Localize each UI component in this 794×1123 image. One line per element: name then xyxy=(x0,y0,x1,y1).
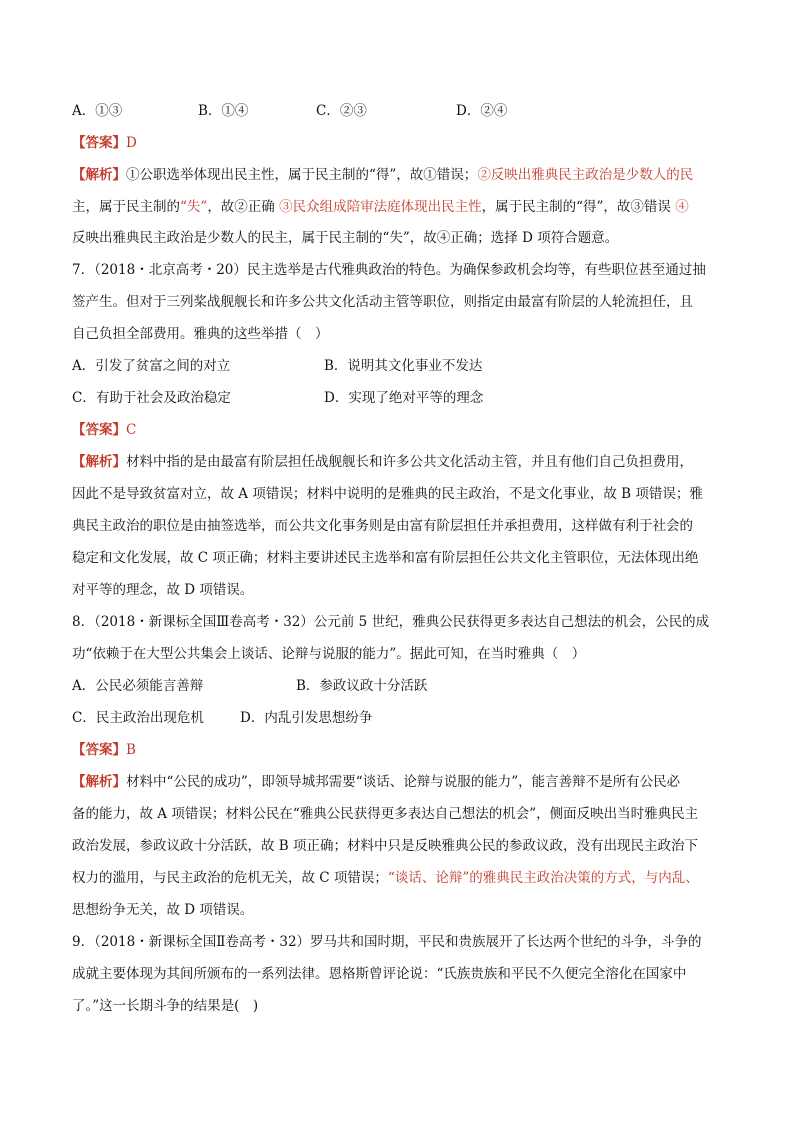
q6-answer xyxy=(72,133,137,153)
q8-option-d: D．内乱引发思想纷争 xyxy=(240,710,373,726)
q8-answer xyxy=(72,740,136,760)
analysis-label: 【解析】 xyxy=(72,167,126,183)
analysis-text: ①公职选举体现出民主性，属于民主制的“得”，故①错误； xyxy=(126,167,478,183)
q6-option-b: B．①④ xyxy=(198,103,249,119)
analysis-highlight: “谈话、论辩”的雅典民主政治决策的方式，与内乱、 xyxy=(387,870,699,886)
analysis-highlight: “失” xyxy=(180,199,208,215)
q7-analysis-line-1 xyxy=(72,452,693,472)
q6-analysis-line-3: 反映出雅典民主政治是少数人的民主，属于民主制的“失”，故④正确；选择 D 项符合题意。 xyxy=(72,230,619,246)
q7-stem-line-3: 自己负担全部费用。雅典的这些举措（ ） xyxy=(72,326,329,342)
q7-analysis-line-5: 对平等的理念，故 D 项错误。 xyxy=(72,582,254,598)
analysis-text: ，属于民主制的“得”，故③错误 xyxy=(481,199,671,215)
answer-value: D xyxy=(126,135,137,151)
q6-option-a: A．①③ xyxy=(72,103,123,119)
q8-analysis-line-2: 备的能力，故 A 项错误；材料公民在“雅典公民获得更多表达自己想法的机会”，侧面反映出当时雅典民主 xyxy=(72,806,699,822)
q6-option-d: D．②④ xyxy=(456,103,508,119)
q9-stem-line-1: 9．（2018・新课标全国Ⅱ卷高考・32）罗马共和国时期，平民和贵族展开了长达两个世纪的斗争，斗争的 xyxy=(72,934,702,950)
q7-analysis-line-4: 稳定和文化发展，故 C 项正确；材料主要讲述民主选举和富有阶层担任公共文化主管职位，无法体现出绝 xyxy=(72,550,699,566)
analysis-text: 主，属于民主制的 xyxy=(72,199,180,215)
answer-value: C xyxy=(126,422,137,438)
q7-stem-line-2: 签产生。但对于三列桨战舰舰长和许多公共文化活动主管等职位，则指定由最富有阶层的人轮流担任，且 xyxy=(72,294,693,310)
analysis-text: 权力的滥用，与民主政治的危机无关，故 C 项错误； xyxy=(72,870,388,886)
analysis-text: 材料中“公民的成功”，即领导城邦需要“谈话、论辩与说服的能力”，能言善辩不是所有公民必 xyxy=(126,774,681,790)
analysis-highlight: ④ xyxy=(670,199,689,215)
q8-stem-line-2: 功“依赖于在大型公共集会上谈话、论辩与说服的能力”。据此可知，在当时雅典（ ） xyxy=(72,646,586,662)
q6-option-c: C．②③ xyxy=(316,103,367,119)
analysis-highlight: ③民众组成陪审法庭体现出民主性 xyxy=(274,199,482,215)
answer-label: 【答案】 xyxy=(72,135,126,151)
analysis-highlight: ②反映出雅典民主政治是少数人的民 xyxy=(477,167,694,183)
q8-option-b: B．参政议政十分活跃 xyxy=(296,678,428,694)
analysis-text: ，故②正确 xyxy=(207,199,275,215)
q7-analysis-line-2: 因此不是导致贫富对立，故 A 项错误；材料中说明的是雅典的民主政治，不是文化事业，故 B 项错误；雅 xyxy=(72,486,703,502)
q8-analysis-line-3: 政治发展，参政议政十分活跃，故 B 项正确；材料中只是反映雅典公民的参政议政，没有出现民主政治下 xyxy=(72,838,699,854)
q8-option-a: A．公民必须能言善辩 xyxy=(72,678,204,694)
answer-value: B xyxy=(126,742,136,758)
q8-option-c: C．民主政治出现危机 xyxy=(72,710,204,726)
q8-analysis-line-4 xyxy=(72,868,699,888)
answer-label: 【答案】 xyxy=(72,422,126,438)
q8-analysis-line-1 xyxy=(72,772,680,792)
analysis-text: 材料中指的是由最富有阶层担任战舰舰长和许多公共文化活动主管，并且有他们自己负担费用， xyxy=(126,454,693,470)
q9-stem-line-2: 成就主要体现为其间所颁布的一系列法律。恩格斯曾评论说：“氏族贵族和平民不久便完全溶化在国家中 xyxy=(72,966,687,982)
q8-analysis-line-5: 思想纷争无关，故 D 项错误。 xyxy=(72,902,254,918)
q6-analysis-line-2 xyxy=(72,197,689,217)
q7-option-a: A．引发了贫富之间的对立 xyxy=(72,358,231,374)
q7-option-b: B．说明其文化事业不发达 xyxy=(324,358,483,374)
answer-label: 【答案】 xyxy=(72,742,126,758)
q7-option-d: D．实现了绝对平等的理念 xyxy=(324,390,484,406)
analysis-label: 【解析】 xyxy=(72,454,126,470)
q7-stem-line-1: 7．（2018・北京高考・20）民主选举是古代雅典政治的特色。为确保参政机会均等，有些职位甚至通过抽 xyxy=(72,262,706,278)
q8-stem-line-1: 8．（2018・新课标全国Ⅲ卷高考・32）公元前 5 世纪，雅典公民获得更多表达自己想法的机会，公民的成 xyxy=(72,614,710,630)
q6-analysis-line-1 xyxy=(72,165,693,185)
q7-analysis-line-3: 典民主政治的职位是由抽签选举，而公共文化事务则是由富有阶层担任并承担费用，这样做有利于社会的 xyxy=(72,518,693,534)
q7-answer xyxy=(72,420,136,440)
q9-stem-line-3: 了。”这一长期斗争的结果是( ) xyxy=(72,998,259,1014)
q7-option-c: C．有助于社会及政治稳定 xyxy=(72,390,231,406)
analysis-label: 【解析】 xyxy=(72,774,126,790)
